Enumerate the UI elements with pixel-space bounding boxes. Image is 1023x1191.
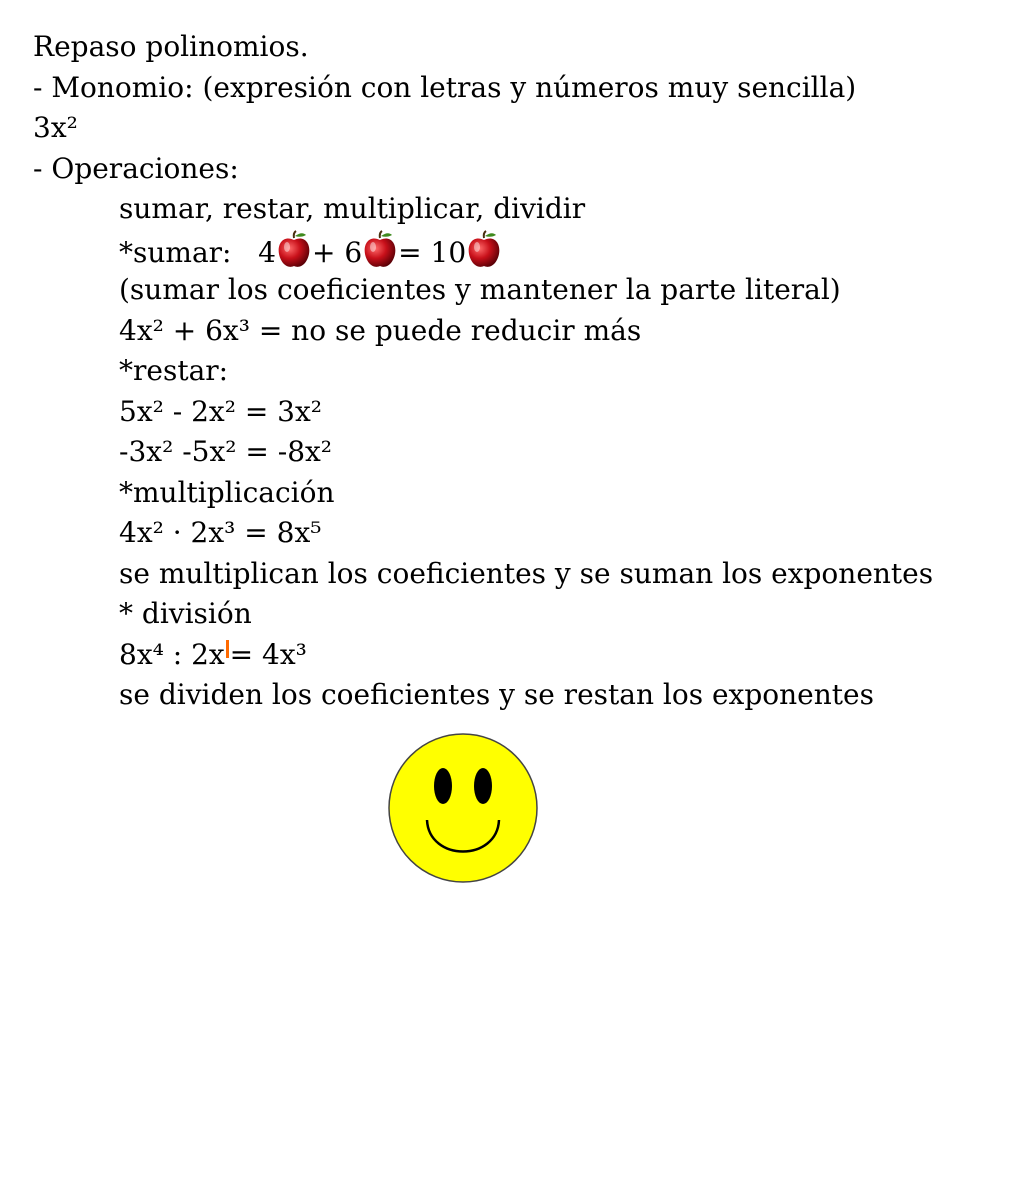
multiplicacion-rule: se multiplican los coeficientes y se suman los exponentes: [119, 556, 934, 590]
restar-example-1: 5x² - 2x² = 3x²: [119, 394, 323, 428]
division-example-left: 8x⁴ : 2x: [119, 637, 225, 671]
operaciones-heading: - Operaciones:: [33, 151, 239, 185]
sumar-line: [33, 230, 1003, 271]
monomio-heading: - Monomio: (expresión con letras y números muy sencilla): [33, 70, 857, 104]
doc-title: Repaso polinomios.: [33, 30, 309, 63]
multiplicacion-example: 4x² · 2x³ = 8x⁵: [119, 516, 322, 549]
sumar-label: *sumar: 4: [119, 235, 276, 269]
sumar-plus: + 6: [311, 235, 363, 269]
apple-icon: [276, 230, 312, 270]
smiley-face-icon: [387, 732, 539, 884]
apple-icon: [466, 230, 502, 270]
monomio-example: 3x²: [33, 111, 78, 144]
division-example-right: = 4x³: [229, 637, 307, 671]
sumar-note: (sumar los coeficientes y mantener la parte literal): [119, 273, 841, 306]
division-example: [33, 635, 1003, 676]
restar-example-2: -3x² -5x² = -8x²: [119, 435, 333, 468]
document-body: [33, 27, 1003, 716]
text-cursor: [226, 640, 229, 658]
restar-label: *restar:: [119, 354, 229, 387]
operaciones-list: sumar, restar, multiplicar, dividir: [119, 192, 586, 225]
sumar-example: 4x² + 6x³ = no se puede reducir más: [119, 313, 642, 347]
sumar-equals: = 10: [398, 235, 467, 269]
division-label: * división: [119, 597, 252, 630]
apple-icon: [362, 230, 398, 270]
multiplicacion-label: *multiplicación: [119, 475, 335, 509]
division-rule: se dividen los coeficientes y se restan los exponentes: [119, 678, 874, 711]
